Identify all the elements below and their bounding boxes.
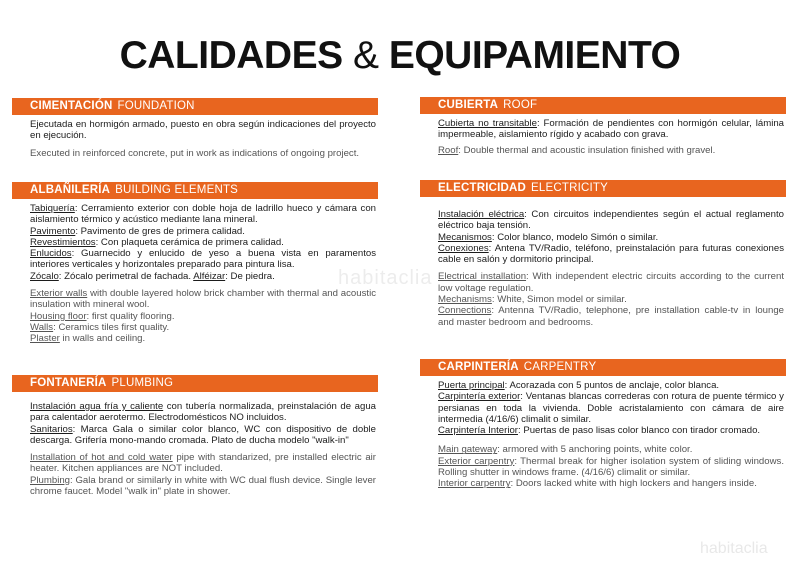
item-text: with double layered holow brick chamber with thermal and acoustic insulation with mineral wool.	[30, 288, 376, 311]
item-text: : Antena TV/Radio, teléfono, preinstalación para futuras conexiones cable en salón y dormitorio principal.	[438, 242, 784, 266]
item-text: : Antenna TV/Radio, telephone, pre installation cable-tv in lounge and master bedroom and bedrooms.	[438, 305, 784, 328]
item	[438, 444, 784, 455]
item-text: : Marca Gala o similar color blanco, WC con dispositivo de doble descarga. Grifería mono-mando cromada. Plato de ducha modelo "walk-in"	[30, 423, 376, 446]
section-fontaneria	[12, 375, 378, 497]
item-label: Exterior carpentry	[438, 455, 515, 467]
item-label: Carpintería exterior	[438, 391, 521, 403]
item-text: : Con plaqueta cerámica de primera calidad.	[95, 236, 284, 248]
item-label: Enlucidos	[30, 248, 72, 260]
item-label: Conexiones	[438, 242, 489, 254]
item	[30, 401, 376, 424]
item-text: : Double thermal and acoustic insulation finished with gravel.	[458, 144, 716, 156]
title-ampersand: &	[352, 34, 379, 77]
item-text: : Cerramiento exterior con doble hoja de ladrillo hueco y cámara con aislamiento térmico y acústico mediante lana mineral.	[30, 203, 376, 226]
item-label: Instalación eléctrica	[438, 209, 525, 220]
text-en	[438, 444, 784, 489]
item	[30, 424, 376, 447]
section-cubierta	[420, 97, 786, 156]
item-label: Main gateway	[438, 444, 498, 456]
text-es	[30, 401, 376, 446]
item-label: Revestimientos	[30, 236, 96, 248]
item-text: in walls and ceiling.	[59, 333, 146, 345]
item-text: : Zócalo perimetral de fachada.	[58, 270, 194, 282]
title-main: CALIDADES	[119, 34, 343, 77]
item-text: con tubería normalizada, preinstalación de agua para calentador aerotermo. Electrodomésticos NO incluidos.	[30, 401, 376, 424]
section-albanileria	[12, 182, 378, 345]
item	[30, 271, 376, 282]
item-label: Sanitarios	[30, 423, 73, 435]
text-en: Executed in reinforced concrete, put in work as indications of ongoing project.	[30, 147, 360, 159]
item-text: : With independent electric circuits according to the current low voltage regulation.	[438, 271, 785, 294]
item-text: : Thermal break for higher isolation system of sliding windows. Rolling shutter in windows frame. (4/16/6) climalit or similar.	[438, 455, 784, 479]
header-en: BUILDING ELEMENTS	[115, 184, 239, 196]
item-text: : White, Simon model or similar.	[491, 294, 627, 306]
item	[30, 203, 376, 226]
item-text: : Formación de pendientes con hormigón celular, lámina impermeable, aislamiento rígido y acabado con grava.	[438, 118, 784, 141]
section-electricidad	[420, 180, 786, 328]
title-second: EQUIPAMIENTO	[388, 34, 681, 77]
header-en: ELECTRICITY	[531, 182, 608, 194]
text-es	[438, 118, 784, 141]
item	[438, 425, 784, 436]
item-label: Mechanisms	[438, 294, 492, 306]
item	[438, 209, 784, 232]
item-label: Electrical installation	[438, 271, 527, 283]
item-text: pipe with standarized, pre installed electric air heater. Kitchen appliances are NOT included.	[30, 452, 376, 475]
item-label: Plumbing	[30, 474, 70, 486]
item-text: : first quality flooring.	[86, 310, 175, 322]
item	[30, 288, 376, 311]
item-text: : Doors lacked white with high lockers and hangers inside.	[510, 478, 757, 490]
item	[438, 145, 784, 156]
header-es: CARPINTERÍA	[438, 361, 519, 373]
header-es: ALBAÑILERÍA	[30, 184, 111, 196]
item-text: : Pavimento de gres de primera calidad.	[75, 225, 245, 237]
section-cimentacion	[12, 98, 378, 159]
item	[30, 226, 376, 237]
section-header	[12, 375, 378, 392]
watermark-corner: habitaclia	[700, 540, 768, 557]
header-en: PLUMBING	[111, 377, 174, 389]
section-header	[12, 98, 378, 115]
item-text: : Guarnecido y enlucido de yeso a buena vista en paramentos interiores verticales y horizontales preparado para pintura lisa.	[30, 248, 376, 271]
item-label: Pavimento	[30, 225, 76, 237]
item-label: Plaster	[30, 333, 60, 345]
item	[30, 311, 376, 322]
header-es: CUBIERTA	[438, 99, 499, 111]
item-text: : De piedra.	[225, 270, 275, 282]
item-label: Puerta principal	[438, 380, 505, 391]
header-en: CARPENTRY	[523, 361, 597, 373]
item-label: Cubierta no transitable	[438, 118, 537, 129]
item	[30, 475, 376, 498]
item	[438, 478, 784, 489]
item-label: Walls	[30, 321, 54, 333]
section-header	[420, 359, 786, 376]
item-text: : armored with 5 anchoring points, white color.	[497, 444, 693, 456]
item-label: Alféizar	[193, 270, 226, 282]
section-header	[420, 180, 786, 197]
item-label: Housing floor	[30, 310, 87, 322]
item-label: Tabiquería	[30, 203, 75, 214]
item	[438, 456, 784, 479]
item-text: : Ventanas blancas correderas con rotura de puente térmico y persianas en toda la vivienda. Doble acristalamiento con cámara de aire intermedia (4/16/6) climalit o similar.	[438, 391, 784, 425]
header-en: FOUNDATION	[117, 100, 195, 112]
item-label: Instalación agua fría y caliente	[30, 401, 164, 412]
item	[438, 305, 784, 328]
item-label: Installation of hot and cold water	[30, 452, 173, 464]
section-header	[12, 182, 378, 199]
item	[438, 271, 784, 294]
item	[438, 294, 784, 305]
item	[438, 243, 784, 266]
text-en	[438, 271, 784, 327]
watermark: habitaclia	[338, 267, 433, 289]
item-label: Mecanismos	[438, 231, 492, 243]
text-en	[438, 145, 784, 156]
text-en	[30, 452, 376, 497]
item	[30, 452, 376, 475]
item-label: Exterior walls	[30, 288, 88, 300]
item	[438, 380, 784, 391]
item-label: Zócalo	[30, 270, 59, 282]
item-text: : Gala brand or similarly in white with WC dual flush device. Single lever chrome faucet. Model "walk in" plate in shower.	[30, 474, 376, 498]
item-label: Connections	[438, 305, 492, 317]
item	[438, 232, 784, 243]
item	[30, 333, 376, 344]
page-title	[0, 34, 800, 78]
item-text: : Ceramics tiles first quality.	[53, 321, 170, 333]
section-carpinteria	[420, 359, 786, 490]
item	[30, 322, 376, 333]
item	[438, 118, 784, 141]
item-text: : Con circuitos independientes según el actual reglamento eléctrico baja tensión.	[438, 209, 784, 232]
item-text: : Acorazada con 5 puntos de anclaje, color blanca.	[504, 380, 720, 391]
section-header	[420, 97, 786, 114]
header-en: ROOF	[503, 99, 538, 111]
item	[30, 248, 376, 271]
item-text: : Puertas de paso lisas color blanco con tirador cromado.	[517, 425, 761, 437]
item	[438, 391, 784, 425]
header-es: CIMENTACIÓN	[30, 100, 113, 112]
item	[30, 237, 376, 248]
text-en	[30, 288, 376, 344]
text-es: Ejecutada en hormigón armado, puesto en obra según indicaciones del proyecto en ejecución.	[30, 119, 376, 142]
header-es: ELECTRICIDAD	[438, 182, 527, 194]
item-text: : Color blanco, modelo Simón o similar.	[491, 231, 659, 243]
item-label: Carpintería Interior	[438, 425, 518, 437]
text-es	[438, 209, 784, 265]
item-label: Interior carpentry	[438, 478, 511, 490]
header-es: FONTANERÍA	[30, 377, 107, 389]
text-es	[438, 380, 784, 436]
item-label: Roof	[438, 144, 459, 156]
text-es	[30, 203, 376, 282]
